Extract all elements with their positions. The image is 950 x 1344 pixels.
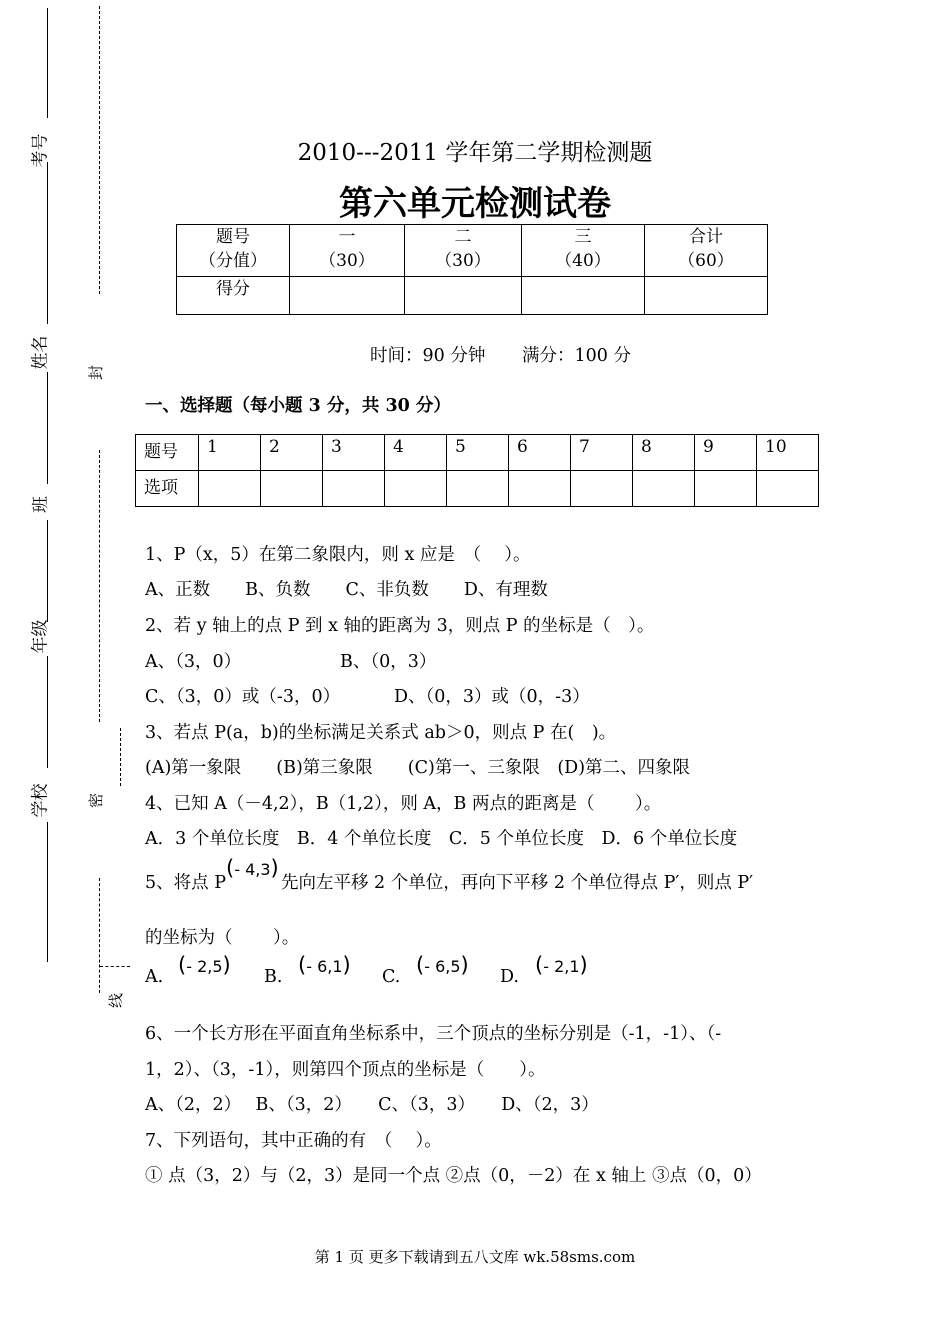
score-header-label: 二 (454, 227, 472, 247)
answer-number: 7 (571, 435, 633, 471)
question-4-options: A．3 个单位长度 B．4 个单位长度 C．5 个单位长度 D．6 个单位长度 (145, 829, 738, 849)
seal-char: 封 (87, 364, 106, 381)
answer-number: 8 (633, 435, 695, 471)
score-table-header-cell (177, 225, 290, 277)
answer-cell[interactable] (323, 471, 385, 507)
score-table-header-cell (645, 225, 768, 277)
question-2-option-b: B、（0，3） (340, 652, 437, 672)
score-table-header-cell (522, 225, 645, 277)
score-header-label: 三 (574, 227, 592, 247)
seal-dash-line-right (120, 728, 121, 786)
question-2: 2、若 y 轴上的点 P 到 x 轴的距离为 3，则点 P 的坐标是（ ）。 (145, 616, 655, 636)
exam-full-score: 满分：100 分 (522, 346, 631, 366)
answer-cell[interactable] (199, 471, 261, 507)
answer-cell[interactable] (695, 471, 757, 507)
answer-cell[interactable] (757, 471, 819, 507)
question-4: 4、已知 A（－4,2），B（1,2），则 A，B 两点的距离是（ ）。 (145, 794, 662, 814)
score-cell[interactable] (645, 277, 768, 315)
score-header-sub: （30） (435, 251, 491, 271)
question-1: 1、P（x，5）在第二象限内，则 x 应是 （ ）。 (145, 545, 531, 565)
score-table-header-cell (290, 225, 405, 277)
question-3: 3、若点 P(a，b)的坐标满足关系式 ab＞0，则点 P 在( )。 (145, 723, 617, 743)
question-5-option-d-label: D. (500, 967, 519, 987)
page-footer: 第 1 页 更多下载请到五八文库 wk.58sms.com (314, 1248, 636, 1266)
margin-school-label: 学校 (30, 783, 51, 818)
answer-number: 4 (385, 435, 447, 471)
answer-cell[interactable] (633, 471, 695, 507)
answer-number: 3 (323, 435, 385, 471)
answer-cell[interactable] (447, 471, 509, 507)
score-header-sub: （分值） (199, 251, 267, 271)
secret-char: 密 (87, 792, 106, 809)
section1-heading: 一、选择题（每小题 3 分，共 30 分） (145, 396, 451, 416)
exam-subtitle: 2010---2011 学年第二学期检测题 (297, 140, 653, 166)
score-row-label: 得分 (177, 277, 290, 315)
answer-row-label: 题号 (136, 435, 199, 471)
question-1-options: A、正数 B、负数 C、非负数 D、有理数 (145, 580, 548, 600)
answer-cell[interactable] (571, 471, 633, 507)
score-header-label: 一 (338, 227, 356, 247)
seal-dash-line-low (99, 878, 100, 993)
answer-number: 2 (261, 435, 323, 471)
answer-number: 1 (199, 435, 261, 471)
score-header-label: 合计 (689, 227, 723, 247)
margin-line-grade (47, 656, 48, 768)
margin-grade-label: 年级 (30, 619, 51, 654)
question-7: 7、下列语句，其中正确的有 （ ）。 (145, 1131, 442, 1151)
score-cell[interactable] (522, 277, 645, 315)
answer-cell[interactable] (509, 471, 571, 507)
exam-title: 第六单元检测试卷 (339, 184, 611, 224)
line-dash-horizontal (100, 966, 130, 967)
question-6-line2: 1，2）、（3，-1），则第四个顶点的坐标是（ ）。 (145, 1060, 546, 1080)
line-char: 线 (107, 992, 126, 1009)
exam-time: 时间：90 分钟 (370, 346, 486, 366)
question-5-line2: 的坐标为（ ）。 (145, 928, 300, 948)
question-6-options: A、（2，2） B、（3，2） C、（3，3） D、（2，3） (145, 1095, 599, 1115)
score-cell[interactable] (405, 277, 522, 315)
question-5-option-b: (- 6,1) (298, 953, 351, 977)
question-5-option-c: (- 6,5) (416, 953, 469, 977)
score-table-header-cell (405, 225, 522, 277)
question-7-statements: ① 点（3，2）与（2，3）是同一个点 ②点（0，－2）在 x 轴上 ③点（0，0） (145, 1166, 762, 1186)
answer-number: 5 (447, 435, 509, 471)
answer-number: 9 (695, 435, 757, 471)
question-5-option-b-label: B. (264, 967, 283, 987)
answer-number: 10 (757, 435, 819, 471)
answer-row-label: 选项 (136, 471, 199, 507)
score-header-sub: （60） (678, 251, 734, 271)
margin-exam-no-label: 考号 (30, 133, 51, 168)
question-3-options: (A)第一象限 (B)第三象限 (C)第一、三象限 (D)第二、四象限 (145, 758, 691, 778)
question-5-option-d: (- 2,1) (535, 953, 588, 977)
margin-line-name (47, 372, 48, 484)
score-table (176, 224, 768, 315)
answer-cell[interactable] (385, 471, 447, 507)
margin-line-top (47, 8, 48, 118)
score-header-sub: （40） (555, 251, 611, 271)
question-5-option-a-label: A. (145, 967, 164, 987)
question-2-option-a: A、（3，0） (145, 652, 242, 672)
question-5-point: (- 4,3) (226, 856, 279, 880)
question-2-option-c: C、（3，0）或（-3，0） (145, 687, 341, 707)
question-5-text: 先向左平移 2 个单位，再向下平移 2 个单位得点 P′，则点 P′ (281, 873, 754, 893)
question-6-line1: 6、一个长方形在平面直角坐标系中，三个顶点的坐标分别是（-1，-1）、（- (145, 1024, 722, 1044)
margin-name-label: 姓名 (30, 335, 51, 370)
margin-class-label: 班 (31, 496, 51, 513)
score-header-label: 题号 (216, 227, 250, 247)
margin-line-class (47, 520, 48, 622)
answer-cell[interactable] (261, 471, 323, 507)
score-cell[interactable] (290, 277, 405, 315)
answer-table (135, 434, 819, 507)
answer-number: 6 (509, 435, 571, 471)
question-2-option-d: D、（0，3）或（0，-3） (394, 687, 590, 707)
score-header-sub: （30） (319, 251, 375, 271)
question-5-option-a: (- 2,5) (178, 953, 231, 977)
margin-line-school (47, 822, 48, 962)
question-5-option-c-label: C. (382, 967, 401, 987)
question-5-prefix: 5、将点 P (145, 873, 226, 893)
seal-dash-line-mid (99, 450, 100, 722)
